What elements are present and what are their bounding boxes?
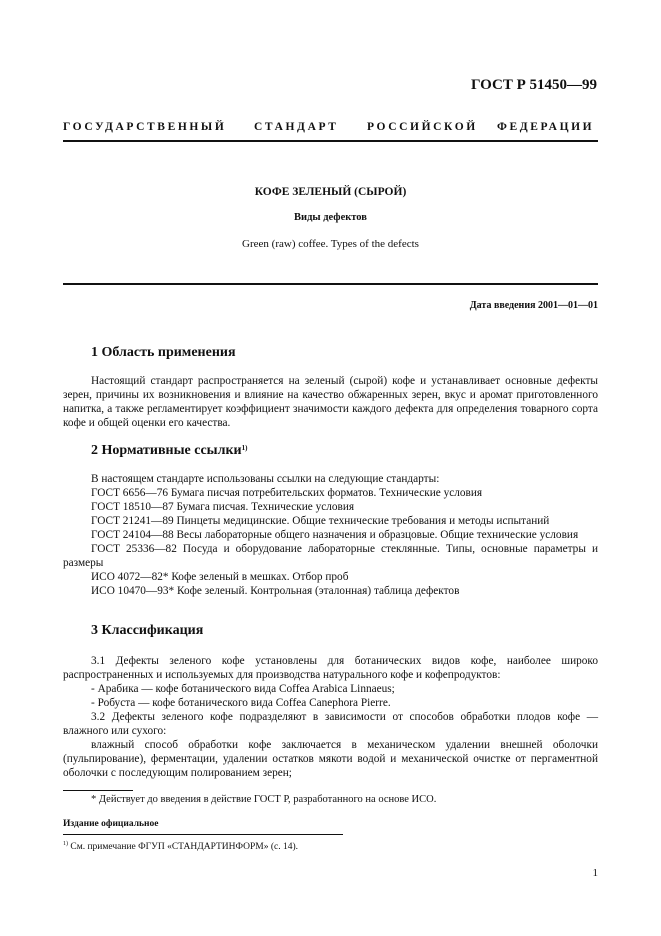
english-title: Green (raw) coffee. Types of the defects bbox=[242, 238, 419, 250]
section-1-heading: 1 Область применения bbox=[91, 345, 236, 360]
species-item-robusta: - Робуста — кофе ботанического вида Coffea Canephora Pierre. bbox=[91, 697, 391, 709]
reference-item: ИСО 10470—93* Кофе зеленый. Контрольная (эталонная) таблица дефектов bbox=[91, 585, 460, 597]
footnote-1-mark: 1) bbox=[63, 841, 68, 847]
section-2-heading bbox=[91, 444, 247, 458]
star-footnote: * Действует до введения в действие ГОСТ Р, разработанного на основе ИСО. bbox=[91, 794, 437, 805]
section-2-heading-text: 2 Нормативные ссылки bbox=[91, 443, 242, 458]
section-3-heading: 3 Классификация bbox=[91, 623, 204, 638]
species-item-arabica: - Арабика — кофе ботанического вида Coffea Arabica Linnaeus; bbox=[91, 683, 395, 695]
footnote-1 bbox=[63, 840, 298, 854]
document-title: КОФЕ ЗЕЛЕНЫЙ (СЫРОЙ) bbox=[254, 186, 407, 198]
document-subtitle: Виды дефектов bbox=[294, 212, 367, 223]
section-1-paragraph: Настоящий стандарт распространяется на зеленый (сырой) кофе и устанавливает основные дефекты зерен, причины их возникновения и влияние на качество обжаренных зерен, вкус и аромат приготовленного напитка, а также регламентирует коэффициент значимости каждого дефекта для определения товарного сорта кофе и общей оценки его качества. bbox=[63, 375, 598, 429]
reference-item: ГОСТ 6656—76 Бумага писчая потребительских форматов. Технические условия bbox=[91, 487, 483, 499]
edition-rule bbox=[63, 834, 343, 835]
reference-item: ИСО 4072—82* Кофе зеленый в мешках. Отбор проб bbox=[91, 571, 349, 583]
wet-process-description: влажный способ обработки кофе заключается в механическом удалении внешней оболочки (пульпирование), ферментации, удалении остатков мякоти водой и механической очистке от пергаментной оболочки с последующим полированием зерен; bbox=[63, 739, 598, 779]
banner-word-3: РОССИЙСКОЙ bbox=[367, 121, 478, 133]
reference-item: ГОСТ 25336—82 Посуда и оборудование лабораторные стеклянные. Типы, основные параметры и размеры bbox=[63, 543, 598, 569]
page-number: 1 bbox=[592, 867, 598, 879]
footnote-rule bbox=[63, 790, 133, 791]
footnote-1-text: См. примечание ФГУП «СТАНДАРТИНФОРМ» (с. 14). bbox=[70, 842, 299, 852]
header-rule bbox=[63, 140, 598, 142]
section-1-body bbox=[63, 374, 598, 430]
official-edition-label: Издание официальное bbox=[63, 819, 159, 829]
footnote-ref-1: 1) bbox=[241, 444, 248, 452]
reference-item: ГОСТ 18510—87 Бумага писчая. Технические условия bbox=[91, 501, 355, 513]
section-3-body bbox=[63, 654, 598, 780]
section-2-body bbox=[63, 472, 598, 598]
introduction-date: Дата введения 2001—01—01 bbox=[469, 300, 598, 311]
reference-item: ГОСТ 24104—88 Весы лабораторные общего назначения и образцовые. Общие технические условия bbox=[91, 529, 579, 541]
reference-item: ГОСТ 21241—89 Пинцеты медицинские. Общие технические требования и методы испытаний bbox=[91, 515, 550, 527]
banner-word-4: ФЕДЕРАЦИИ bbox=[497, 121, 595, 133]
banner-word-2: СТАНДАРТ bbox=[254, 121, 339, 133]
references-intro: В настоящем стандарте использованы ссылки на следующие стандарты: bbox=[91, 473, 440, 485]
document-code: ГОСТ Р 51450—99 bbox=[470, 77, 597, 93]
banner-word-1: ГОСУДАРСТВЕННЫЙ bbox=[63, 121, 227, 133]
clause-3-2: 3.2 Дефекты зеленого кофе подразделяют в зависимости от способов обработки плодов кофе — влажного или сухого: bbox=[63, 711, 598, 737]
title-rule bbox=[63, 283, 598, 285]
clause-3-1: 3.1 Дефекты зеленого кофе установлены для ботанических видов кофе, наиболее широко распространенных и используемых для производства натурального кофе и кофепродуктов: bbox=[63, 655, 598, 681]
